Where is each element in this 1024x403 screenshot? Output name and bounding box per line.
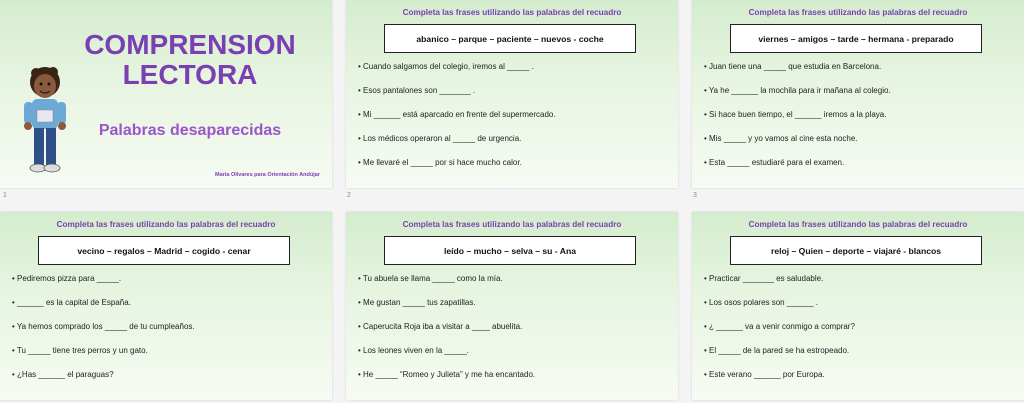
- sentence-item: • Practicar _______ es saludable.: [704, 272, 1016, 296]
- sentence-item: • Esos pantalones son _______ .: [358, 84, 670, 108]
- sentence-list: [12, 272, 324, 392]
- sentence-item: • Los leones viven en la _____.: [358, 344, 670, 368]
- slide-instruction: Completa las frases utilizando las palabras del recuadro: [402, 8, 622, 17]
- boy-illustration: [20, 62, 70, 177]
- slide-thumbnail-1[interactable]: [0, 0, 332, 188]
- sentence-item: • ¿Has ______ el paraguas?: [12, 368, 324, 392]
- sentence-item: • Los médicos operaron al _____ de urgencia.: [358, 132, 670, 156]
- sentence-item: • Este verano ______ por Europa.: [704, 368, 1016, 392]
- sentence-item: • Me llevaré el _____ por si hace mucho calor.: [358, 156, 670, 180]
- slide-number-1: 1: [3, 192, 7, 199]
- slide-thumbnail-2[interactable]: [346, 0, 678, 188]
- sentence-item: • Mi ______ está aparcado en frente del supermercado.: [358, 108, 670, 132]
- slide-thumbnail-4[interactable]: [0, 212, 332, 400]
- sentence-item: • ¿ ______ va a venir conmigo a comprar?: [704, 320, 1016, 344]
- slide-instruction: Completa las frases utilizando las palabras del recuadro: [748, 220, 968, 229]
- word-box: abanico – parque – paciente – nuevos - coche: [384, 24, 636, 53]
- sentence-item: • Tu _____ tiene tres perros y un gato.: [12, 344, 324, 368]
- slide-number-3: 3: [693, 192, 697, 199]
- presentation-title: COMPRENSION LECTORA: [84, 29, 296, 90]
- sentence-item: • Cuando salgamos del colegio, iremos al _____ .: [358, 60, 670, 84]
- sentence-item: • El _____ de la pared se ha estropeado.: [704, 344, 1016, 368]
- sentence-item: • Si hace buen tiempo, el ______ iremos a la playa.: [704, 108, 1016, 132]
- slide-instruction: Completa las frases utilizando las palabras del recuadro: [56, 220, 276, 229]
- sentence-list: [704, 272, 1016, 392]
- sentence-item: • Caperucita Roja iba a visitar a ____ abuelita.: [358, 320, 670, 344]
- presentation-subtitle: Palabras desaparecidas: [98, 122, 282, 139]
- sentence-list: [358, 60, 670, 180]
- word-box: viernes – amigos – tarde – hermana - preparado: [730, 24, 982, 53]
- sentence-item: • Ya he ______ la mochila para ir mañana al colegio.: [704, 84, 1016, 108]
- sentence-item: • Esta _____ estudiaré para el examen.: [704, 156, 1016, 180]
- sentence-item: • ______ es la capital de España.: [12, 296, 324, 320]
- sentence-item: • Me gustan _____ tus zapatillas.: [358, 296, 670, 320]
- sentence-list: [358, 272, 670, 392]
- word-box: leído – mucho – selva – su - Ana: [384, 236, 636, 265]
- word-box: vecino – regalos – Madrid – cogido - cenar: [38, 236, 290, 265]
- sentence-item: • Tu abuela se llama _____ como la mía.: [358, 272, 670, 296]
- sentence-item: • Los osos polares son ______ .: [704, 296, 1016, 320]
- word-box: reloj – Quien – deporte – viajaré - blancos: [730, 236, 982, 265]
- sentence-item: • Pediremos pizza para _____.: [12, 272, 324, 296]
- slide-thumbnail-6[interactable]: [692, 212, 1024, 400]
- sentence-item: • Mis _____ y yo vamos al cine esta noche.: [704, 132, 1016, 156]
- slide-thumbnail-5[interactable]: [346, 212, 678, 400]
- sentence-item: • He _____ “Romeo y Julieta” y me ha encantado.: [358, 368, 670, 392]
- slide-thumbnail-3[interactable]: [692, 0, 1024, 188]
- sentence-list: [704, 60, 1016, 180]
- slide-number-2: 2: [347, 192, 351, 199]
- slide-instruction: Completa las frases utilizando las palabras del recuadro: [402, 220, 622, 229]
- sentence-item: • Juan tiene una _____ que estudia en Barcelona.: [704, 60, 1016, 84]
- author-credit: Maria Olivares para Orientación Andújar: [215, 172, 320, 178]
- slide-instruction: Completa las frases utilizando las palabras del recuadro: [748, 8, 968, 17]
- sentence-item: • Ya hemos comprado los _____ de tu cumpleaños.: [12, 320, 324, 344]
